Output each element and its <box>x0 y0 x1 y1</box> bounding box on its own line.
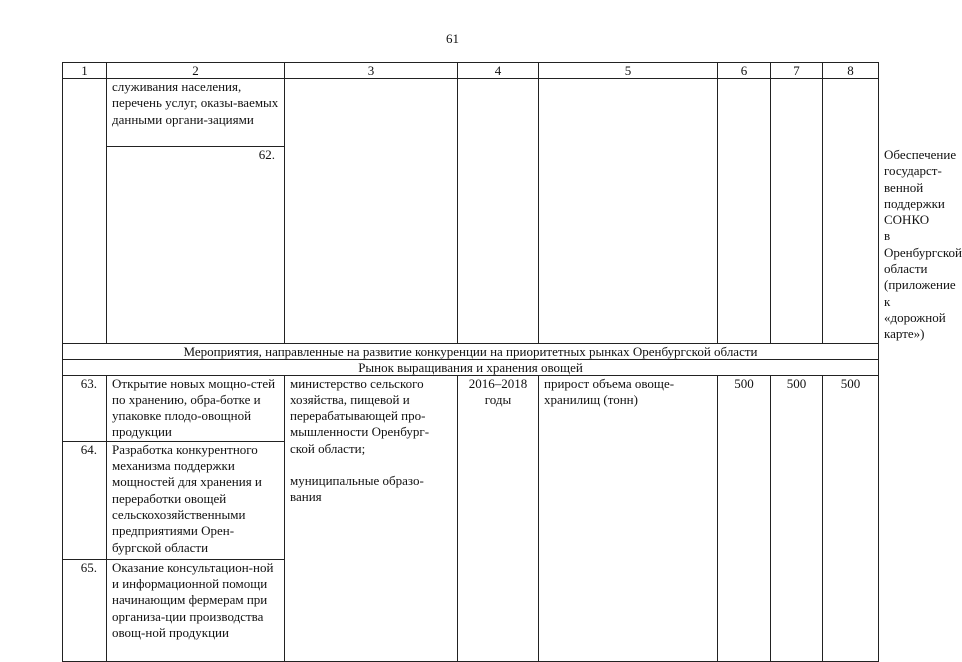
responsible-municipal: муниципальные образо-вания <box>290 473 424 505</box>
subsection-title: Рынок выращивания и хранения овощей <box>63 359 879 375</box>
value-cell <box>823 79 879 344</box>
row-number: 64. <box>63 441 107 559</box>
column-header: 7 <box>771 63 823 79</box>
column-header-row <box>63 63 879 79</box>
number-cell <box>63 79 107 344</box>
value-cell: 500 <box>823 375 879 661</box>
column-header: 1 <box>63 63 107 79</box>
value-cell: 500 <box>718 375 771 661</box>
column-header: 3 <box>285 63 458 79</box>
subsection-row <box>63 359 879 375</box>
column-header: 2 <box>107 63 285 79</box>
page-number: 61 <box>446 31 459 46</box>
measure-name-cell: служивания населения, перечень услуг, оказы-ваемых данными органи-зациями <box>107 79 285 147</box>
row-number: 63. <box>63 375 107 441</box>
measure-name-cell: Разработка конкурентного механизма поддержки мощностей для хранения и переработки овощей сельскохозяйственными предприятиями Орен-бургской области <box>107 441 285 559</box>
measures-table <box>62 62 962 662</box>
indicator-cell <box>539 79 718 344</box>
period-cell <box>458 79 539 344</box>
column-header: 6 <box>718 63 771 79</box>
indicator-cell: прирост объема овоще-хранилищ (тонн) <box>539 375 718 661</box>
value-cell <box>771 79 823 344</box>
row-number: 65. <box>63 559 107 661</box>
measure-name-cell: Оказание консультацион-ной и информационной помощи начинающим фермерам при организа-ции производства овощ-ной продукции <box>107 559 285 661</box>
value-cell <box>718 79 771 344</box>
responsible-ministry: министерство сельского хозяйства, пищевой и перерабатывающей про-мышленности Оренбург-ской области; <box>290 375 430 456</box>
responsible-cell <box>285 79 458 344</box>
column-header: 4 <box>458 63 539 79</box>
responsible-cell <box>285 375 458 661</box>
table-row: 62. Обеспечение государст-венной поддержки СОНКО в Оренбургской области (приложение к «дорожной карте») <box>63 147 879 344</box>
row-number: 62. <box>107 147 285 344</box>
section-title: Мероприятия, направленные на развитие конкуренции на приоритетных рынках Оренбургской области <box>63 343 879 359</box>
table-row <box>63 375 879 441</box>
measure-name-cell: Открытие новых мощно-стей по хранению, обра-ботке и упаковке плодо-овощной продукции <box>107 375 285 441</box>
column-header: 5 <box>539 63 718 79</box>
column-header: 8 <box>823 63 879 79</box>
period-cell: 2016–2018 годы <box>458 375 539 661</box>
value-cell: 500 <box>771 375 823 661</box>
section-row <box>63 343 879 359</box>
table-row <box>63 79 879 147</box>
